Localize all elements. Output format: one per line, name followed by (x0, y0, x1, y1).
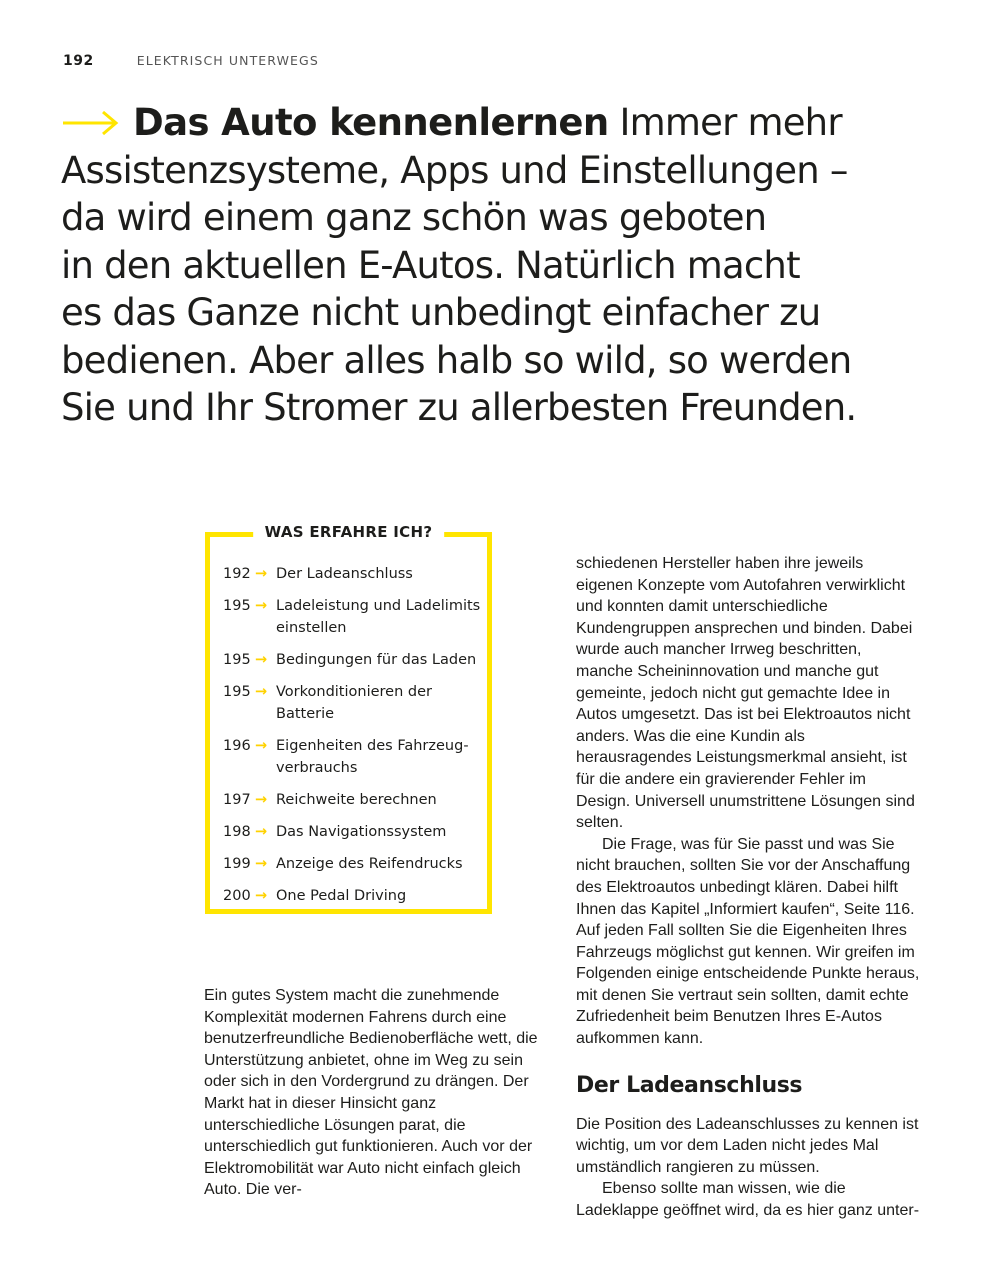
toc-page-number: 197 (223, 792, 251, 808)
toc-label: One Pedal Driving (276, 888, 407, 904)
section-title: ELEKTRISCH UNTERWEGS (136, 53, 319, 68)
arrow-right-icon: → (255, 824, 268, 840)
page-number: 192 (63, 53, 94, 69)
toc-item[interactable] (223, 885, 483, 907)
toc-item[interactable] (223, 649, 483, 671)
toc-label: Ladeleistung und Ladelimits einstellen (276, 598, 481, 636)
toc-item[interactable] (223, 681, 483, 725)
toc-item[interactable] (223, 821, 483, 843)
intro-line: es das Ganze nicht unbedingt einfacher zu (61, 291, 821, 334)
arrow-right-icon: → (255, 738, 268, 754)
toc-page-number: 200 (223, 888, 251, 904)
toc-item[interactable] (223, 595, 483, 639)
chapter-intro (61, 99, 921, 432)
body-paragraph: schiedenen Hersteller haben ihre jeweils eigenen Konzepte vom Autofahren verwirklicht und konnten damit unterschiedliche Kundengruppen ansprechen und binden. Dabei wurde auch mancher Irrweg beschritten, manche Scheininnovation und manche gut gemeinte, jedoch nicht gut gemachte Idee in Autos umgesetzt. Das ist bei Elektroautos nicht anders. Was die eine Kundin als herausragendes Leistungsmerkmal ansieht, ist für die andere ein gravierender Fehler im Design. Universell unumstrittene Lösungen sind selten. (576, 555, 915, 832)
intro-line: da wird einem ganz schön was geboten (61, 196, 767, 239)
toc-page-number: 199 (223, 856, 251, 872)
toc-page-number: 192 (223, 566, 251, 582)
arrow-right-icon: → (255, 598, 268, 614)
toc-label: Anzeige des Reifendrucks (276, 856, 463, 872)
toc-item[interactable] (223, 563, 483, 585)
arrow-right-icon: → (255, 652, 268, 668)
toc-label: Reichweite berechnen (276, 792, 437, 808)
toc-page-number: 198 (223, 824, 251, 840)
intro-line: in den aktuellen E-Autos. Natürlich macht (61, 243, 800, 287)
toc-label: Eigenheiten des Fahrzeugverbrauchs (276, 738, 469, 776)
arrow-right-icon: → (255, 888, 268, 904)
body-paragraph: Ein gutes System macht die zunehmende Komplexität modernen Fahrens durch eine benutzerfreundliche Bedienoberfläche wett, die Unterstützung anbietet, ohne im Weg zu sein oder sich in den Vordergrund zu drängen. Der Markt hat in dieser Hinsicht ganz unterschiedliche Lösungen parat, die unterschiedlich gut funktionieren. Auch vor der Elektromobilität war Auto nicht einfach gleich Auto. Die ver- (204, 987, 538, 1199)
intro-line-1 (61, 99, 921, 147)
toc-box (205, 523, 492, 914)
arrow-right-icon: → (255, 856, 268, 872)
toc-page-number: 195 (223, 652, 251, 668)
toc-label: Vorkonditionieren der Batterie (276, 684, 432, 722)
body-paragraph: Die Frage, was für Sie passt und was Sie nicht brauchen, sollten Sie vor der Anschaffung des Elektroautos unbedingt klären. Dabei hilft Ihnen das Kapitel „Informiert kaufen“, Seite 116. Auf jeden Fall sollten Sie die Eigenheiten Ihres Fahrzeugs möglichst gut kennen. Wir greifen im Folgenden einige entscheidende Punkte heraus, mit denen Sie vertraut sein sollten, damit echte Zufriedenheit beim Benutzen Ihres E-Autos aufkommen kann. (576, 835, 920, 1048)
intro-text: Immer mehr (608, 101, 842, 144)
toc-list (223, 563, 483, 917)
toc-item[interactable] (223, 789, 483, 811)
toc-item[interactable] (223, 853, 483, 875)
body-column-left (204, 985, 546, 1201)
toc-page-number: 195 (223, 684, 251, 700)
intro-line: bedienen. Aber alles halb so wild, so werden (61, 338, 852, 382)
toc-label: Bedingungen für das Laden (276, 652, 477, 668)
toc-label: Das Navigationssystem (276, 824, 447, 840)
intro-line: Assistenzsysteme, Apps und Einstellungen – (61, 148, 848, 192)
body-paragraph: Die Position des Ladeanschlusses zu kennen ist wichtig, um vor dem Laden nicht jedes Mal umständlich rangieren zu müssen. (576, 1115, 919, 1176)
toc-page-number: 195 (223, 598, 251, 614)
body-paragraph: Ebenso sollte man wissen, wie die Ladeklappe geöffnet wird, da es hier ganz unter- (576, 1180, 920, 1220)
arrow-right-icon (61, 109, 119, 137)
chapter-heading: Das Auto kennenlernen (133, 101, 609, 144)
arrow-right-icon: → (255, 684, 268, 700)
section-subheading: Der Ladeanschluss (576, 1072, 803, 1098)
toc-title: WAS ERFAHRE ICH? (253, 523, 445, 541)
toc-item[interactable] (223, 735, 483, 779)
body-column-right (576, 553, 921, 1222)
running-head (63, 53, 319, 73)
toc-page-number: 196 (223, 738, 251, 754)
toc-label: Der Ladeanschluss (276, 566, 413, 582)
intro-line: Sie und Ihr Stromer zu allerbesten Freunden. (61, 386, 857, 429)
arrow-right-icon: → (255, 566, 268, 582)
arrow-right-icon: → (255, 792, 268, 808)
